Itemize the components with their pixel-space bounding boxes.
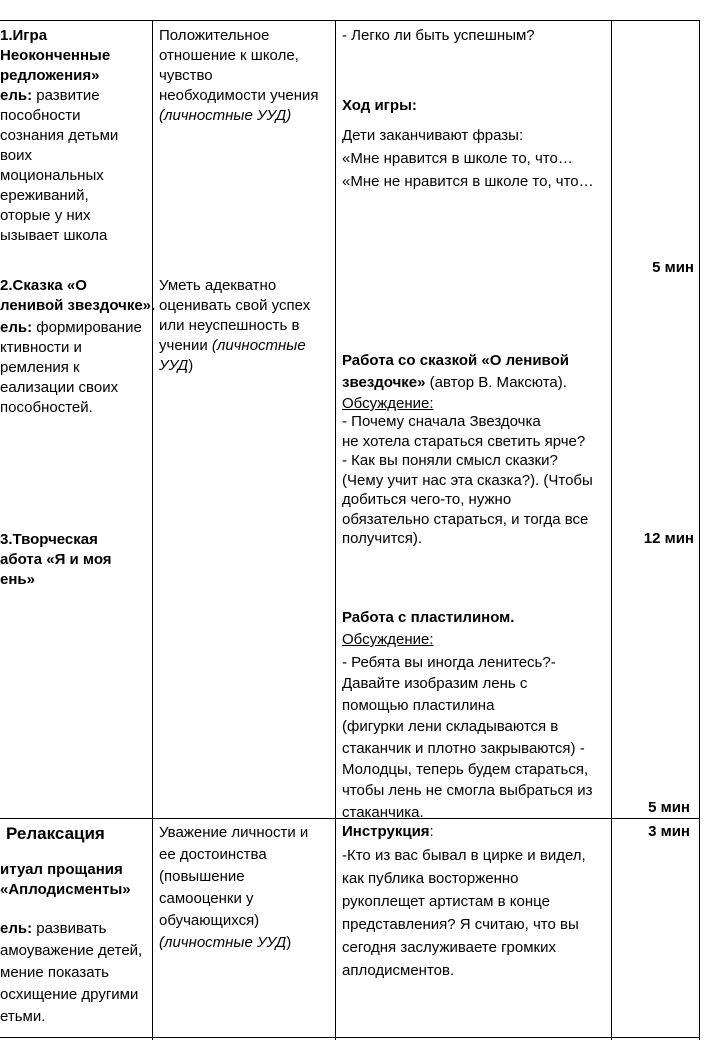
ritual-title [0,860,131,900]
column-divider-1 [152,20,153,1040]
discussion-label: Обсуждение: [342,395,434,412]
tale-goal [0,318,142,418]
row-divider-bottom [0,1037,700,1038]
column-divider-2 [335,20,336,1040]
goal-text: развивать амоуважение детей, мение показать осхищение другими етьми. [0,920,143,1025]
goal-label: ель: [0,920,33,937]
clay-heading: Работа с пластилином. [342,609,515,626]
uud-type: (личностные УУД [159,934,287,951]
uud-type: (личностные УУД) [159,107,292,124]
uud-block-3 [159,822,331,954]
instruction-heading: Инструкция [342,823,430,840]
uud-text: Уметь адекватно оценивать свой успех или неуспешность в учении [159,277,311,354]
uud-block-1 [159,26,331,126]
game-text: Дети заканчивают фразы: «Мне нравится в школе то, что… «Мне не нравится в школе то, что… [342,127,594,190]
uud-type: (личностные УУД [159,337,306,374]
discussion-label: Обсуждение: [342,631,434,648]
game-title: 1.Игра Неоконченные редложения» [0,27,111,84]
tale-heading: Работа со сказкой «О ленивой звездочке» [342,352,569,391]
ritual-title-text: итуал прощания «Аплодисменты» [0,861,131,898]
instruction-block [342,822,434,842]
clay-text: - Ребята вы иногда ленитесь?- Давайте изобразим лень с помощью пластилина (фигурки лени складываются в стаканчик и плотно закрываются) - Молодцы, теперь будем стараться, чтобы лень не смогла выбраться из стаканчика. [342,654,593,821]
tale-questions: - Почему сначала Звездочка не хотела стараться светить ярче? - Как вы поняли смысл сказки? (Чему учит нас эта сказка?). (Чтобы добиться чего-то, нужно обязательно стараться, и тогда все получится). [342,413,593,547]
goal-text: развитие пособности сознания детьми воих моциональных ереживаний, оторые у них ызывает школа [0,87,119,244]
uud-text: Уважение личности и ее достоинства (повышение самооценки у обучающихся) [159,824,309,929]
work-title: 3.Творческая абота «Я и моя ень» [0,531,112,588]
uud-text: Положительное отношение к школе, чувство необходимости учения [159,27,319,104]
row-divider-top [0,20,700,21]
uud-close: ) [188,357,194,374]
uud-block-2 [159,276,331,376]
tale-block [342,350,569,394]
relax-title: Релаксация [6,824,105,843]
instruction-colon: : [429,823,434,840]
uud-close: ) [286,934,292,951]
game-goal [0,86,118,246]
relax-goal [0,918,142,1028]
time-1: 5 мин [652,259,694,276]
time-4: 3 мин [648,823,690,840]
goal-text: формирование ктивности и ремления к еализации своих пособностей. [0,319,142,416]
instruction-text: -Кто из вас бывал в цирке и видел, как публика восторженно рукоплещет артистам в конце представления? Я считаю, что вы сегодня заслуживаете громких аплодисментов. [342,847,586,979]
goal-label: ель: [0,319,33,336]
time-3: 5 мин [648,799,690,816]
time-2: 12 мин [643,530,694,547]
goal-label: ель: [0,87,33,104]
column-divider-4 [699,20,700,1040]
question-top: - Легко ли быть успешным? [342,27,535,44]
tale-author: (автор В. Максюта). [425,374,567,391]
game-heading: Ход игры: [342,97,417,114]
tale-title: 2.Сказка «О ленивой звездочке». [0,277,156,314]
